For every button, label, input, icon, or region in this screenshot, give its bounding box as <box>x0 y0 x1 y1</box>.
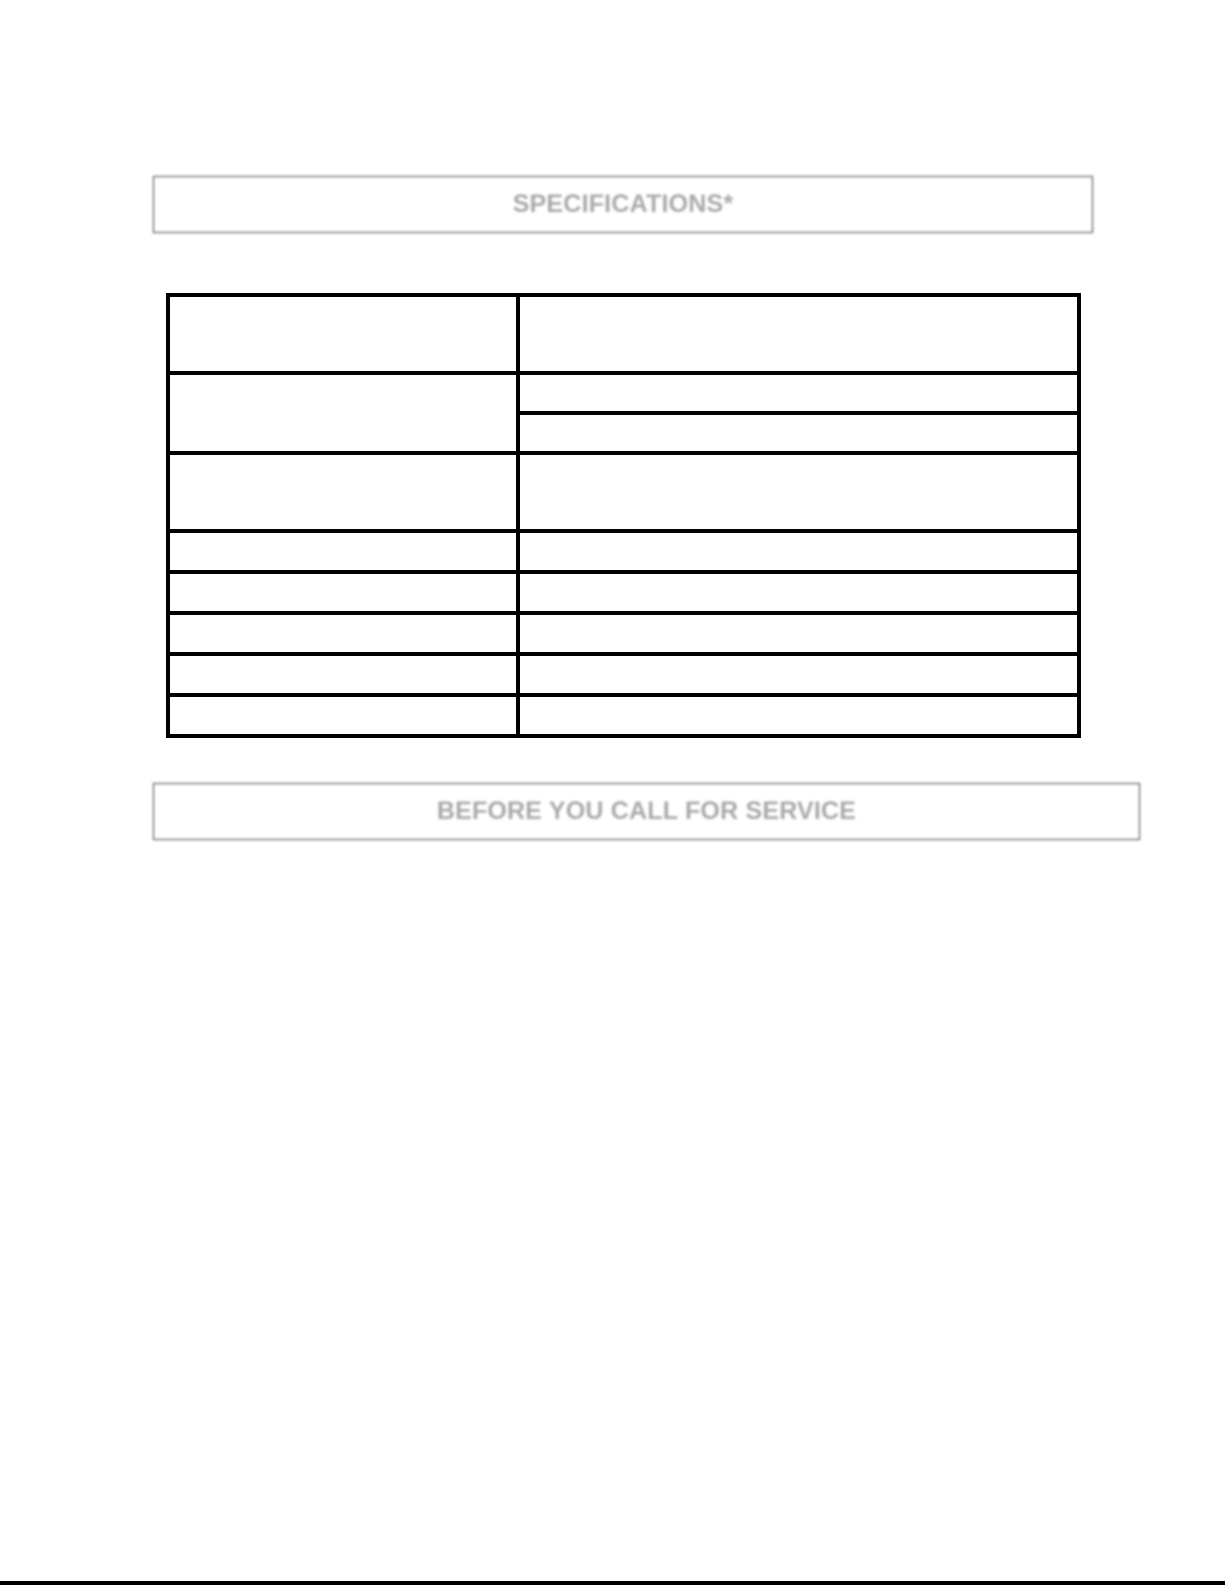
spec-value-cell <box>518 453 1079 531</box>
spec-label-cell <box>168 373 518 453</box>
table-row <box>168 572 1079 613</box>
spec-label-cell <box>168 695 518 736</box>
table-row <box>168 613 1079 654</box>
spec-value-cell <box>518 531 1079 572</box>
spec-value-cell <box>518 373 1079 413</box>
spec-label-cell <box>168 531 518 572</box>
spec-label-cell <box>168 613 518 654</box>
specifications-header <box>153 176 1093 233</box>
spec-label-cell <box>168 572 518 613</box>
table-row <box>168 373 1079 413</box>
table-row <box>168 695 1079 736</box>
spec-value-cell <box>518 613 1079 654</box>
spec-label-cell <box>168 453 518 531</box>
before-service-header <box>153 783 1140 840</box>
table-row <box>168 654 1079 695</box>
table-row <box>168 453 1079 531</box>
table-row <box>168 295 1079 373</box>
spec-value-cell <box>518 413 1079 453</box>
table-row <box>168 531 1079 572</box>
specifications-title: SPECIFICATIONS* <box>512 190 734 218</box>
spec-value-cell <box>518 295 1079 373</box>
page-bottom-rule <box>0 1581 1225 1585</box>
spec-value-cell <box>518 695 1079 736</box>
spec-label-cell <box>168 295 518 373</box>
spec-label-cell <box>168 654 518 695</box>
specifications-table <box>166 293 1081 738</box>
spec-value-cell <box>518 572 1079 613</box>
before-service-title: BEFORE YOU CALL FOR SERVICE <box>436 797 857 825</box>
spec-value-cell <box>518 654 1079 695</box>
